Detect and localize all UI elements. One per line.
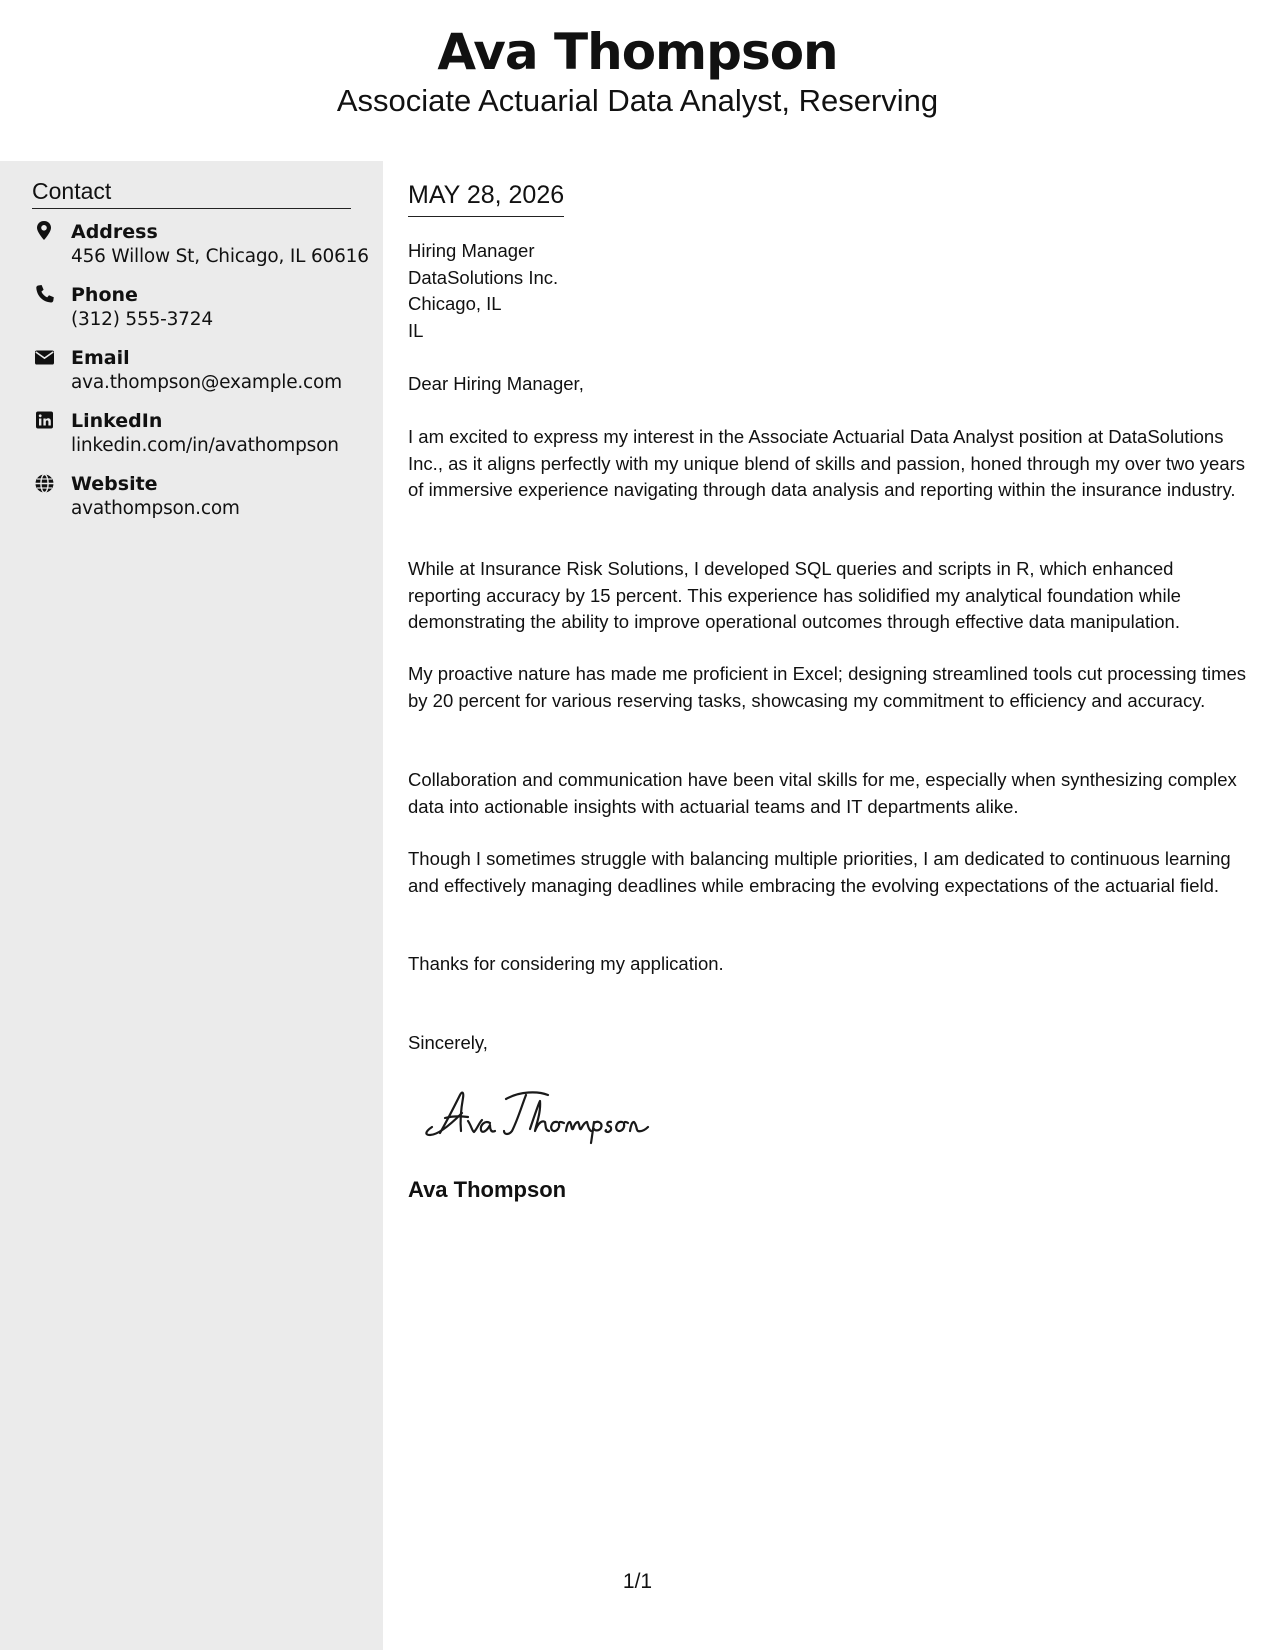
linkedin-icon: [32, 408, 58, 434]
contact-address-label: Address: [71, 221, 158, 243]
globe-icon: [32, 471, 58, 497]
recipient-block: [408, 238, 558, 344]
closing: Sincerely,: [408, 1032, 488, 1053]
body-paragraph: My proactive nature has made me proficient in Excel; designing streamlined tools cut processing times by 20 percent for various reserving tasks, showcasing my commitment to efficiency and accuracy.: [408, 663, 1247, 711]
signer-name: Ava Thompson: [408, 1177, 567, 1202]
contact-linkedin-label: LinkedIn: [71, 410, 163, 432]
contact-website-value: avathompson.com: [71, 498, 240, 519]
body-paragraph: Though I sometimes struggle with balancing multiple priorities, I am dedicated to continuous learning and effectively managing deadlines while embracing the evolving expectations of the actuarial field.: [408, 848, 1231, 896]
phone-icon: [32, 282, 58, 308]
contact-email-value: ava.thompson@example.com: [71, 372, 342, 393]
recipient-line: Hiring Manager: [408, 240, 535, 261]
applicant-role: Associate Actuarial Data Analyst, Reserving: [336, 83, 939, 118]
envelope-icon: [32, 345, 58, 371]
body-paragraph: Thanks for considering my application.: [408, 953, 724, 974]
contact-phone-label: Phone: [71, 284, 138, 306]
contact-website-label: Website: [71, 473, 158, 495]
contact-linkedin-value: linkedin.com/in/avathompson: [71, 435, 339, 456]
applicant-name: Ava Thompson: [437, 23, 838, 81]
contact-email-label: Email: [71, 347, 130, 369]
recipient-line: Chicago, IL: [408, 293, 502, 314]
contact-title: Contact: [32, 176, 351, 209]
body-paragraph: I am excited to express my interest in the Associate Actuarial Data Analyst position at DataSolutions Inc., as it aligns perfectly with my unique blend of skills and passion, honed through my over two years of immersive experience navigating through data analysis and reporting within the insurance industry.: [408, 426, 1246, 500]
recipient-line: IL: [408, 319, 424, 341]
body-paragraph: While at Insurance Risk Solutions, I developed SQL queries and scripts in R, which enhanced reporting accuracy by 15 percent. This experience has solidified my analytical foundation while demonstrating the ability to improve operational outcomes through effective data manipulation.: [408, 558, 1181, 632]
letter-date: MAY 28, 2026: [408, 178, 564, 217]
contact-address-value: 456 Willow St, Chicago, IL 60616: [71, 246, 369, 267]
salutation: Dear Hiring Manager,: [408, 373, 584, 394]
recipient-line: DataSolutions Inc.: [408, 266, 559, 288]
body-paragraph: Collaboration and communication have been vital skills for me, especially when synthesizing complex data into actionable insights with actuarial teams and IT departments alike.: [408, 769, 1237, 817]
page-number: 1/1: [622, 1570, 653, 1593]
map-pin-icon: [32, 219, 58, 245]
signature-image: [418, 1085, 658, 1145]
contact-phone-value: (312) 555-3724: [71, 309, 213, 330]
